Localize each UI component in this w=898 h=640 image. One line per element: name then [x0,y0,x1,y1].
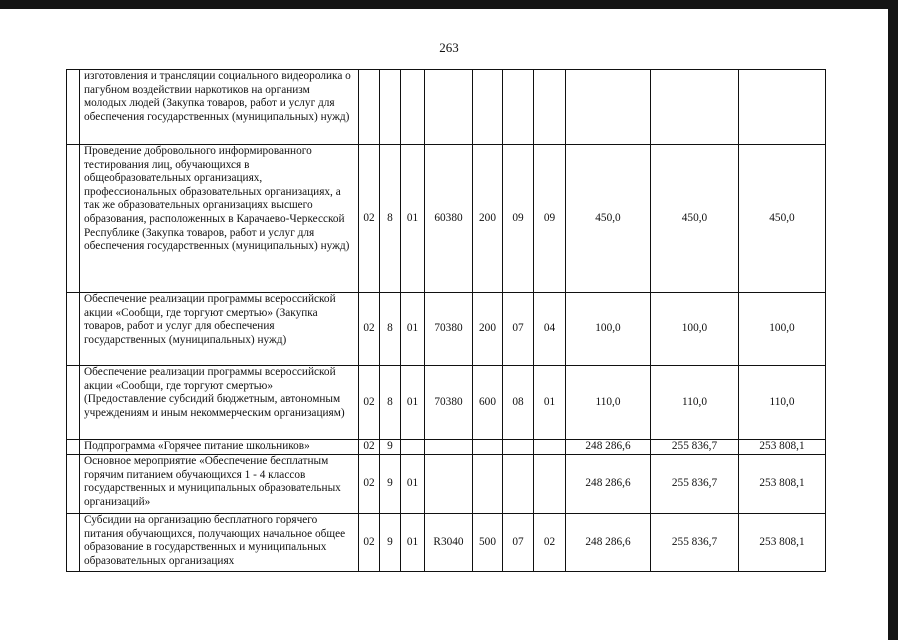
code-expense-type [473,440,503,455]
row-description: Проведение добровольного информированного тестирования лиц, обучающихся в общеобразовательных организациях, профессиональных образовательных организациях, а так же образовательных организациях высшего образования, расположенных в Карачаево-Черкесской Республике (Закупка товаров, работ и услуг для обеспечения государственных (муниципальных) нужд) [80,145,359,293]
amount-year-1: 100,0 [566,293,651,366]
row-description: Обеспечение реализации программы всероссийской акции «Сообщи, где торгуют смертью» (Закупка товаров, работ и услуг для обеспечения государственных (муниципальных) нужд) [80,293,359,366]
code-glavnyy: 02 [359,455,380,514]
code-subsection: 09 [534,145,566,293]
amount-year-3: 253 808,1 [739,514,826,572]
amount-year-3: 450,0 [739,145,826,293]
amount-year-2: 110,0 [651,366,739,440]
budget-table [66,69,826,572]
code-expense-type: 200 [473,293,503,366]
code-expense-type: 200 [473,145,503,293]
blank-cell [67,455,80,514]
table-row [67,514,826,572]
code-subprogram: 01 [401,514,425,572]
amount-year-3: 253 808,1 [739,440,826,455]
code-glavnyy: 02 [359,440,380,455]
row-description: Субсидии на организацию бесплатного горячего питания обучающихся, получающих начальное общее образование в государственных и муниципальных образовательных организациях [80,514,359,572]
blank-cell [67,440,80,455]
blank-cell [67,145,80,293]
row-description: Подпрограмма «Горячее питание школьников» [80,440,359,455]
amount-year-1: 248 286,6 [566,514,651,572]
code-section [503,455,534,514]
code-program: 9 [380,514,401,572]
blank-cell [67,293,80,366]
amount-year-1: 110,0 [566,366,651,440]
code-direction: 70380 [425,293,473,366]
code-direction: 60380 [425,145,473,293]
code-program: 8 [380,145,401,293]
code-expense-type: 600 [473,366,503,440]
code-subsection: 01 [534,366,566,440]
amount-year-2: 255 836,7 [651,455,739,514]
scan-top-border [0,0,898,9]
code-glavnyy: 02 [359,514,380,572]
amount-year-2: 255 836,7 [651,440,739,455]
code-glavnyy: 02 [359,366,380,440]
amount-year-3 [739,70,826,145]
amount-year-2: 100,0 [651,293,739,366]
code-direction: 70380 [425,366,473,440]
code-expense-type: 500 [473,514,503,572]
code-subsection [534,70,566,145]
blank-cell [67,514,80,572]
code-subsection: 02 [534,514,566,572]
code-subsection: 04 [534,293,566,366]
code-subprogram: 01 [401,455,425,514]
table-row [67,70,826,145]
table-row [67,293,826,366]
code-glavnyy: 02 [359,145,380,293]
amount-year-1: 248 286,6 [566,455,651,514]
page-number: 263 [439,40,459,55]
code-expense-type [473,70,503,145]
code-subprogram: 01 [401,145,425,293]
code-subsection [534,455,566,514]
code-program: 9 [380,440,401,455]
amount-year-2: 255 836,7 [651,514,739,572]
code-subprogram [401,440,425,455]
code-glavnyy: 02 [359,293,380,366]
amount-year-3: 100,0 [739,293,826,366]
table-row [67,455,826,514]
code-program: 8 [380,293,401,366]
amount-year-3: 253 808,1 [739,455,826,514]
code-expense-type [473,455,503,514]
amount-year-3: 110,0 [739,366,826,440]
blank-cell [67,70,80,145]
code-subprogram: 01 [401,366,425,440]
amount-year-2: 450,0 [651,145,739,293]
code-direction: R3040 [425,514,473,572]
row-description: Обеспечение реализации программы всероссийской акции «Сообщи, где торгуют смертью» (Предоставление субсидий бюджетным, автономным учреждениям и иным некоммерческим организациям) [80,366,359,440]
amount-year-1: 248 286,6 [566,440,651,455]
code-direction [425,440,473,455]
code-subprogram [401,70,425,145]
code-section: 07 [503,514,534,572]
code-program [380,70,401,145]
code-section: 08 [503,366,534,440]
code-section: 07 [503,293,534,366]
code-section: 09 [503,145,534,293]
code-direction [425,455,473,514]
code-program: 9 [380,455,401,514]
code-section [503,440,534,455]
table-row [67,366,826,440]
blank-cell [67,366,80,440]
code-section [503,70,534,145]
code-subprogram: 01 [401,293,425,366]
code-glavnyy [359,70,380,145]
code-program: 8 [380,366,401,440]
table-row [67,440,826,455]
code-subsection [534,440,566,455]
amount-year-2 [651,70,739,145]
row-description: Основное мероприятие «Обеспечение бесплатным горячим питанием обучающихся 1 - 4 классов государственных и муниципальных образовательных организаций» [80,455,359,514]
code-direction [425,70,473,145]
scan-right-border [888,0,898,640]
table-row [67,145,826,293]
row-description: изготовления и трансляции социального видеоролика о пагубном воздействии наркотиков на организм молодых людей (Закупка товаров, работ и услуг для обеспечения государственных (муниципальных) нужд) [80,70,359,145]
amount-year-1 [566,70,651,145]
amount-year-1: 450,0 [566,145,651,293]
